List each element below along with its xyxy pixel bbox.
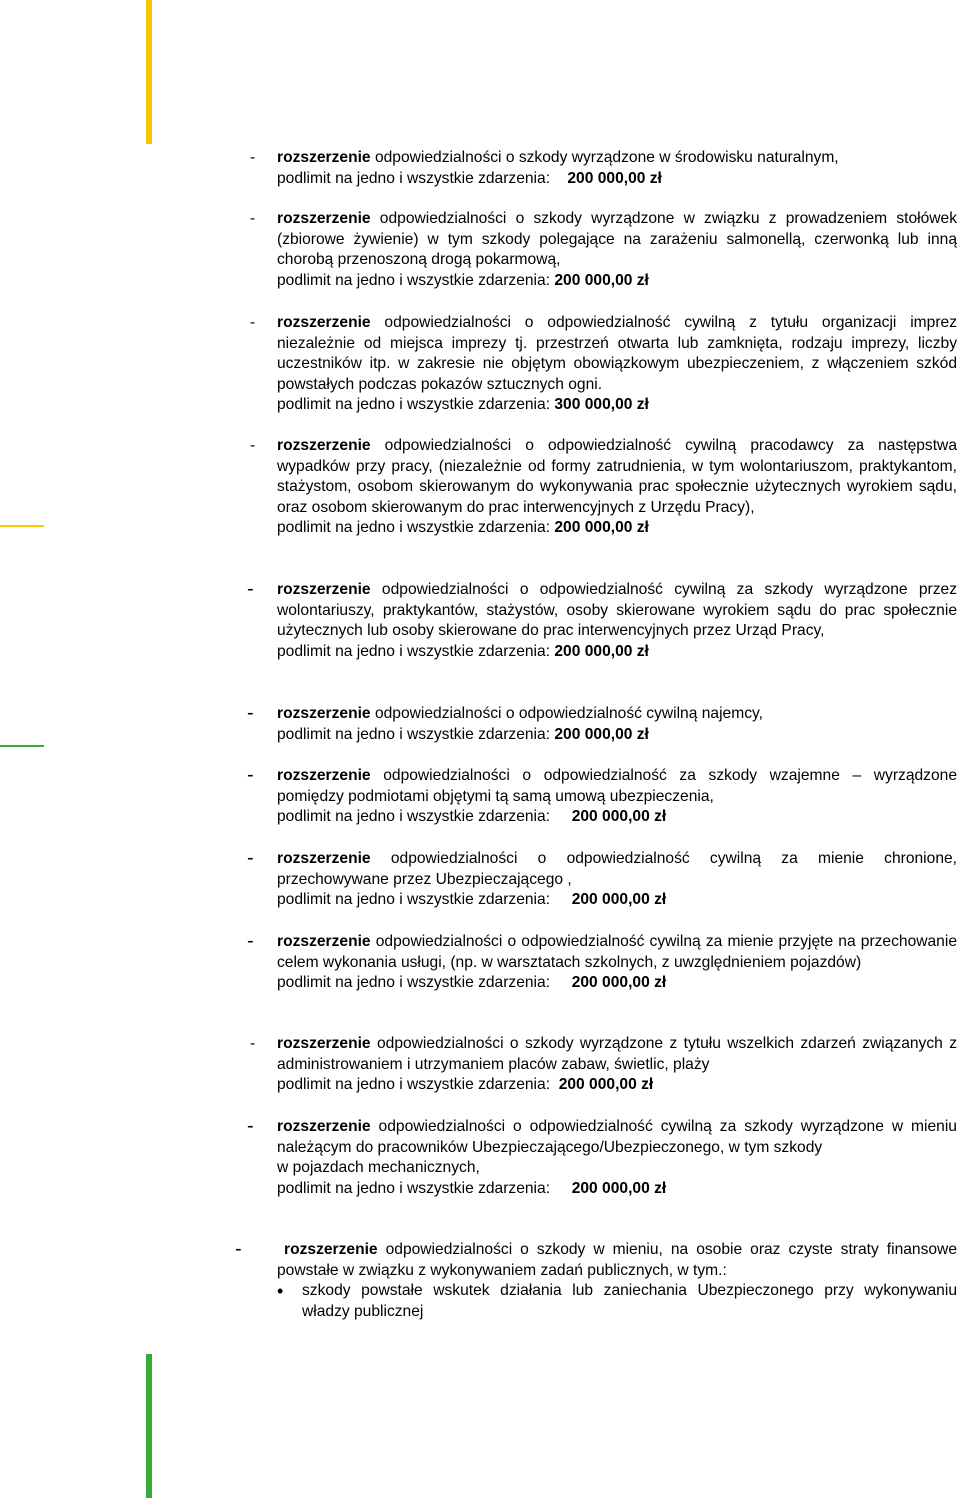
clause-lead: rozszerzenie: [277, 705, 371, 722]
list-dash: -: [250, 1035, 256, 1052]
clause-environmental-damage: [250, 148, 957, 189]
clause-protected-property: [247, 847, 957, 911]
sublimit-line: [277, 642, 957, 663]
green-margin-line: [0, 745, 44, 747]
clause-tenant-liability: [247, 702, 957, 745]
yellow-margin-line: [0, 525, 44, 527]
sublimit-line: [277, 169, 957, 190]
clause-text: odpowiedzialności o odpowiedzialność cywilną za mienie przyjęte na przechowanie celem wykonania usługi, (np. w warsztatach szkolnych, z uwzględnieniem pojazdów): [277, 933, 957, 971]
clause-volunteers-damage: [247, 578, 957, 662]
clause-lead: rozszerzenie: [277, 149, 371, 166]
list-dash: -: [250, 210, 256, 227]
clause-accepted-property: [247, 930, 957, 994]
clause-lead: rozszerzenie: [277, 767, 371, 784]
clause-lead: rozszerzenie: [277, 437, 371, 454]
clause-text: odpowiedzialności o szkody wyrządzone z tytułu wszelkich zdarzeń związanych z administrowaniem i utrzymaniem placów zabaw, świetlic, plaży: [277, 1035, 957, 1073]
clause-text: odpowiedzialności o odpowiedzialność za szkody wzajemne – wyrządzone pomiędzy podmiotami objętymi tą samą umową ubezpieczenia,: [277, 767, 957, 805]
sublimit-line: [277, 890, 957, 911]
sublimit-line: [277, 271, 957, 292]
sublimit-line: [277, 1075, 957, 1096]
sublimit-label: podlimit na jedno i wszystkie zdarzenia:: [277, 519, 551, 537]
sublimit-amount: 200 000,00 zł: [571, 808, 667, 826]
list-dash: -: [247, 578, 254, 600]
clause-lead: rozszerzenie: [277, 1035, 371, 1052]
sublimit-line: [277, 973, 957, 994]
sublimit-label: podlimit na jedno i wszystkie zdarzenia:: [277, 1179, 551, 1197]
sublimit-line: [277, 725, 957, 746]
list-dash: -: [247, 1115, 254, 1137]
sublimit-label: podlimit na jedno i wszystkie zdarzenia:: [277, 396, 551, 414]
list-dash: -: [250, 149, 256, 166]
clause-text: odpowiedzialności o szkody wyrządzone w środowisku naturalnym,: [370, 149, 839, 166]
clause-text: odpowiedzialności o odpowiedzialność cywilną za szkody wyrządzone w mieniu należącym do pracowników Ubezpieczającego/Ubezpieczonego, w tym szkody: [277, 1118, 957, 1156]
clause-text: odpowiedzialności o odpowiedzialność cywilną najemcy,: [370, 705, 763, 722]
sublimit-amount: 200 000,00 zł: [571, 974, 667, 992]
sublimit-amount: 200 000,00 zł: [558, 1076, 654, 1094]
clause-text: odpowiedzialności o szkody w mieniu, na osobie oraz czyste straty finansowe powstałe w związku z wykonywaniem zadań publicznych, w tym.:: [277, 1241, 957, 1279]
sublimit-label: podlimit na jedno i wszystkie zdarzenia:: [277, 891, 551, 909]
clause-text-continued: w pojazdach mechanicznych,: [277, 1159, 480, 1177]
bullet-item: • szkody powstałe wskutek działania lub zaniechania Ubezpieczonego przy wykonywaniu władzy publicznej: [277, 1281, 957, 1322]
list-dash: -: [250, 314, 256, 331]
clause-mutual-damage: [247, 764, 957, 828]
clause-public-tasks: [235, 1238, 957, 1322]
clause-lead: rozszerzenie: [284, 1241, 378, 1258]
sublimit-amount: 200 000,00 zł: [567, 169, 662, 187]
clause-text: odpowiedzialności o szkody wyrządzone w związku z prowadzeniem stołówek (zbiorowe żywienie) w tym szkody polegające na zarażeniu salmonellą, czerwonką lub inną chorobą przenoszoną drogą pokarmową,: [277, 210, 957, 269]
sublimit-label: podlimit na jedno i wszystkie zdarzenia:: [277, 271, 551, 289]
bullet-list: [277, 1281, 957, 1322]
clause-employer-liability: [250, 436, 957, 539]
sublimit-amount: 200 000,00 zł: [571, 891, 667, 909]
list-dash: -: [247, 930, 254, 952]
clause-text: odpowiedzialności o odpowiedzialność cywilną pracodawcy za następstwa wypadków przy pracy, (niezależnie od formy zatrudnienia, w tym wolontariuszom, praktykantom, stażystom, osobom skierowanym do wykonywania prac społecznie użytecznych wyrokiem sądu, oraz osobom skierowanym do prac interwencyjnych z Urzędu Pracy),: [277, 437, 957, 516]
clause-text: odpowiedzialności o odpowiedzialność cywilną za mienie chronione, przechowywane przez Ubezpieczającego ,: [277, 850, 957, 888]
clause-lead: rozszerzenie: [277, 933, 371, 950]
sublimit-amount: 200 000,00 zł: [554, 725, 649, 743]
yellow-accent-bar: [146, 0, 152, 144]
green-accent-bar: [146, 1354, 152, 1498]
clause-event-organisation: [250, 313, 957, 416]
sublimit-line: [277, 395, 957, 416]
sublimit-label: podlimit na jedno i wszystkie zdarzenia:: [277, 974, 551, 992]
sublimit-line: [277, 807, 957, 828]
clause-lead: rozszerzenie: [277, 314, 371, 331]
sublimit-label: podlimit na jedno i wszystkie zdarzenia:: [277, 808, 551, 826]
clause-text: odpowiedzialności o odpowiedzialność cywilną z tytułu organizacji imprez niezależnie od miejsca imprezy tj. przestrzeń otwarta lub zamknięta, rodzaju imprezy, liczby uczestników itp. w zakresie nie objętym obowiązkowym ubezpieczeniem, z włączeniem szkód powstałych podczas pokazów sztucznych ogni.: [277, 314, 957, 393]
list-dash: -: [247, 702, 254, 724]
sublimit-line: [277, 1179, 957, 1200]
list-dash: -: [247, 764, 254, 786]
list-dash: -: [247, 847, 254, 869]
sublimit-amount: 200 000,00 zł: [554, 519, 649, 537]
clause-lead: rozszerzenie: [277, 850, 371, 867]
clause-text: odpowiedzialności o odpowiedzialność cywilną za szkody wyrządzone przez wolontariuszy, praktykantów, stażystów, osoby skierowane wyrokiem sądu do prac społecznie użytecznych lub osoby skierowane do prac interwencyjnych przez Urząd Pracy,: [277, 581, 957, 640]
sublimit-label: podlimit na jedno i wszystkie zdarzenia:: [277, 169, 551, 187]
sublimit-line: [277, 518, 957, 539]
clause-lead: rozszerzenie: [277, 581, 371, 598]
list-dash: -: [235, 1238, 242, 1260]
sublimit-label: podlimit na jedno i wszystkie zdarzenia:: [277, 725, 551, 743]
clause-employee-property: [247, 1115, 957, 1199]
clause-playgrounds: [250, 1034, 957, 1096]
sublimit-label: podlimit na jedno i wszystkie zdarzenia:: [277, 642, 551, 660]
sublimit-amount: 200 000,00 zł: [554, 271, 649, 289]
clause-canteens: [250, 209, 957, 291]
list-dash: -: [250, 437, 256, 454]
sublimit-amount: 200 000,00 zł: [571, 1179, 667, 1197]
clause-lead: rozszerzenie: [277, 210, 371, 227]
sublimit-label: podlimit na jedno i wszystkie zdarzenia:: [277, 1076, 551, 1094]
sublimit-amount: 200 000,00 zł: [554, 642, 649, 660]
sublimit-amount: 300 000,00 zł: [554, 396, 649, 414]
clause-lead: rozszerzenie: [277, 1118, 371, 1135]
